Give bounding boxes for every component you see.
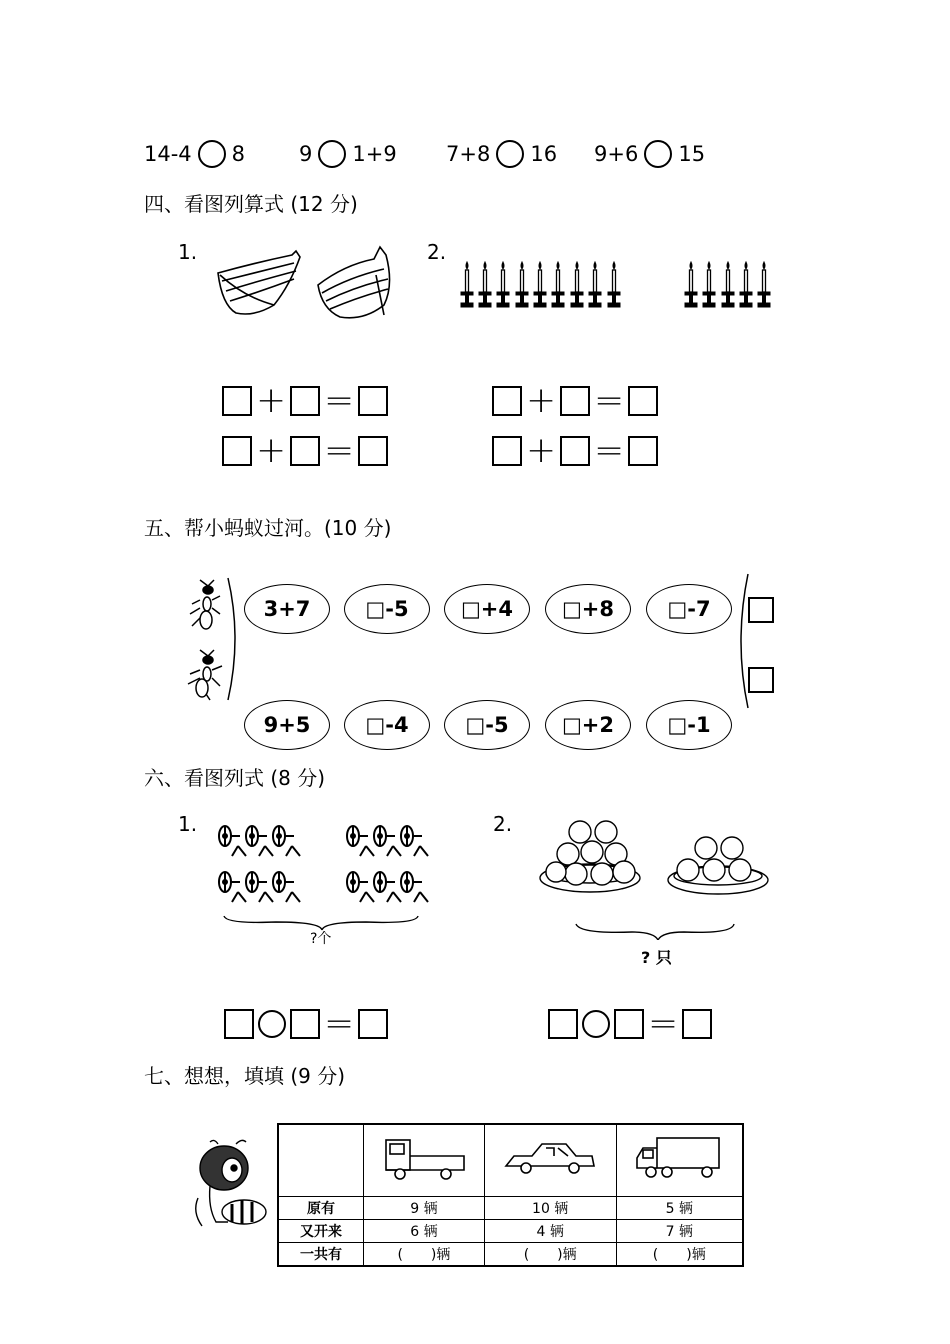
ant-icon — [186, 574, 246, 704]
answer-box[interactable] — [560, 386, 590, 416]
answer-box[interactable] — [492, 436, 522, 466]
bee-icon — [188, 1138, 272, 1238]
bus-icon — [380, 1136, 468, 1180]
table-cell: 9 辆 — [364, 1196, 485, 1219]
table-cell: 7 辆 — [616, 1219, 743, 1242]
compare-circle[interactable] — [198, 140, 226, 168]
table-header-row — [278, 1124, 743, 1196]
answer-box[interactable] — [614, 1009, 644, 1039]
expression-oval: 9+5 — [244, 700, 330, 750]
section7-heading: 七、想想，填填 (9 分) — [144, 1064, 346, 1088]
comparison-left: 7+8 — [446, 142, 491, 166]
comparison-left: 14-4 — [144, 142, 192, 166]
answer-box[interactable] — [358, 1009, 388, 1039]
problem-number: 1. — [178, 240, 198, 264]
table-icon-cell — [484, 1124, 616, 1196]
bananas-icon — [214, 245, 394, 323]
table-icon-cell — [616, 1124, 743, 1196]
comparison-left: 9 — [299, 142, 313, 166]
table-row — [278, 1196, 743, 1219]
expression-oval: □-5 — [344, 584, 430, 634]
answer-box[interactable] — [628, 386, 658, 416]
equation-row — [222, 380, 388, 421]
truck-icon — [633, 1134, 725, 1182]
vehicles-table — [277, 1123, 744, 1267]
expression-oval: □-1 — [646, 700, 732, 750]
answer-box[interactable] — [628, 436, 658, 466]
brace-label: ? 只 — [641, 948, 672, 967]
apples-icon — [536, 816, 772, 940]
answer-box[interactable] — [290, 386, 320, 416]
table-cell: 4 辆 — [484, 1219, 616, 1242]
row-label: 原有 — [278, 1196, 364, 1219]
answer-box[interactable] — [222, 386, 252, 416]
table-cell: 10 辆 — [484, 1196, 616, 1219]
expression-oval: 3+7 — [244, 584, 330, 634]
answer-box[interactable] — [224, 1009, 254, 1039]
compare-circle[interactable] — [644, 140, 672, 168]
expression-oval: □+8 — [545, 584, 631, 634]
expression-oval: □-5 — [444, 700, 530, 750]
operator-circle[interactable] — [582, 1010, 610, 1038]
comparison-right: 15 — [678, 142, 706, 166]
equation-row — [492, 380, 658, 421]
equals-sign: = — [594, 430, 625, 471]
answer-box[interactable] — [492, 386, 522, 416]
problem-number: 2. — [493, 812, 513, 836]
compare-circle[interactable] — [318, 140, 346, 168]
section4-heading: 四、看图列算式 (12 分) — [144, 192, 358, 216]
candles-icon — [458, 260, 778, 310]
table-row — [278, 1219, 743, 1242]
expression-oval: □+2 — [545, 700, 631, 750]
problem-number: 2. — [427, 240, 447, 264]
answer-cell[interactable]: ( )辆 — [616, 1242, 743, 1266]
table-icon-cell — [364, 1124, 485, 1196]
comparison-2 — [299, 140, 397, 168]
table-corner-cell — [278, 1124, 364, 1196]
equation-row — [224, 1003, 388, 1044]
equals-sign: = — [324, 1003, 355, 1044]
expression-oval: □+4 — [444, 584, 530, 634]
plus-sign: + — [526, 380, 557, 421]
equals-sign: = — [324, 430, 355, 471]
section5-heading: 五、帮小蚂蚁过河。(10 分) — [144, 516, 392, 540]
row-label: 又开来 — [278, 1219, 364, 1242]
brace-label: ?个 — [310, 931, 332, 947]
compare-circle[interactable] — [496, 140, 524, 168]
section6-heading: 六、看图列式 (8 分) — [144, 766, 326, 790]
comparison-4 — [594, 140, 705, 168]
answer-cell[interactable]: ( )辆 — [484, 1242, 616, 1266]
table-cell: 6 辆 — [364, 1219, 485, 1242]
comparison-right: 8 — [231, 142, 246, 166]
answer-box[interactable] — [748, 597, 774, 623]
comparison-right: 16 — [530, 142, 558, 166]
answer-box[interactable] — [548, 1009, 578, 1039]
plus-sign: + — [526, 430, 557, 471]
row-label: 一共有 — [278, 1242, 364, 1266]
equation-row — [222, 430, 388, 471]
answer-cell[interactable]: ( )辆 — [364, 1242, 485, 1266]
answer-box[interactable] — [358, 436, 388, 466]
answer-box[interactable] — [358, 386, 388, 416]
comparison-right: 1+9 — [352, 142, 397, 166]
comparison-left: 9+6 — [594, 142, 639, 166]
answer-box[interactable] — [290, 436, 320, 466]
equals-sign: = — [648, 1003, 679, 1044]
operator-circle[interactable] — [258, 1010, 286, 1038]
plus-sign: + — [256, 430, 287, 471]
answer-box[interactable] — [748, 667, 774, 693]
plus-sign: + — [256, 380, 287, 421]
answer-box[interactable] — [682, 1009, 712, 1039]
problem-number: 1. — [178, 812, 198, 836]
trumpets-icon — [216, 820, 436, 932]
table-cell: 5 辆 — [616, 1196, 743, 1219]
expression-oval: □-7 — [646, 584, 732, 634]
expression-oval: □-4 — [344, 700, 430, 750]
comparison-3 — [446, 140, 557, 168]
answer-box[interactable] — [222, 436, 252, 466]
car-icon — [502, 1136, 598, 1180]
comparison-1 — [144, 140, 245, 168]
answer-box[interactable] — [560, 436, 590, 466]
equation-row — [492, 430, 658, 471]
equation-row — [548, 1003, 712, 1044]
equals-sign: = — [594, 380, 625, 421]
table-row — [278, 1242, 743, 1266]
answer-box[interactable] — [290, 1009, 320, 1039]
equals-sign: = — [324, 380, 355, 421]
